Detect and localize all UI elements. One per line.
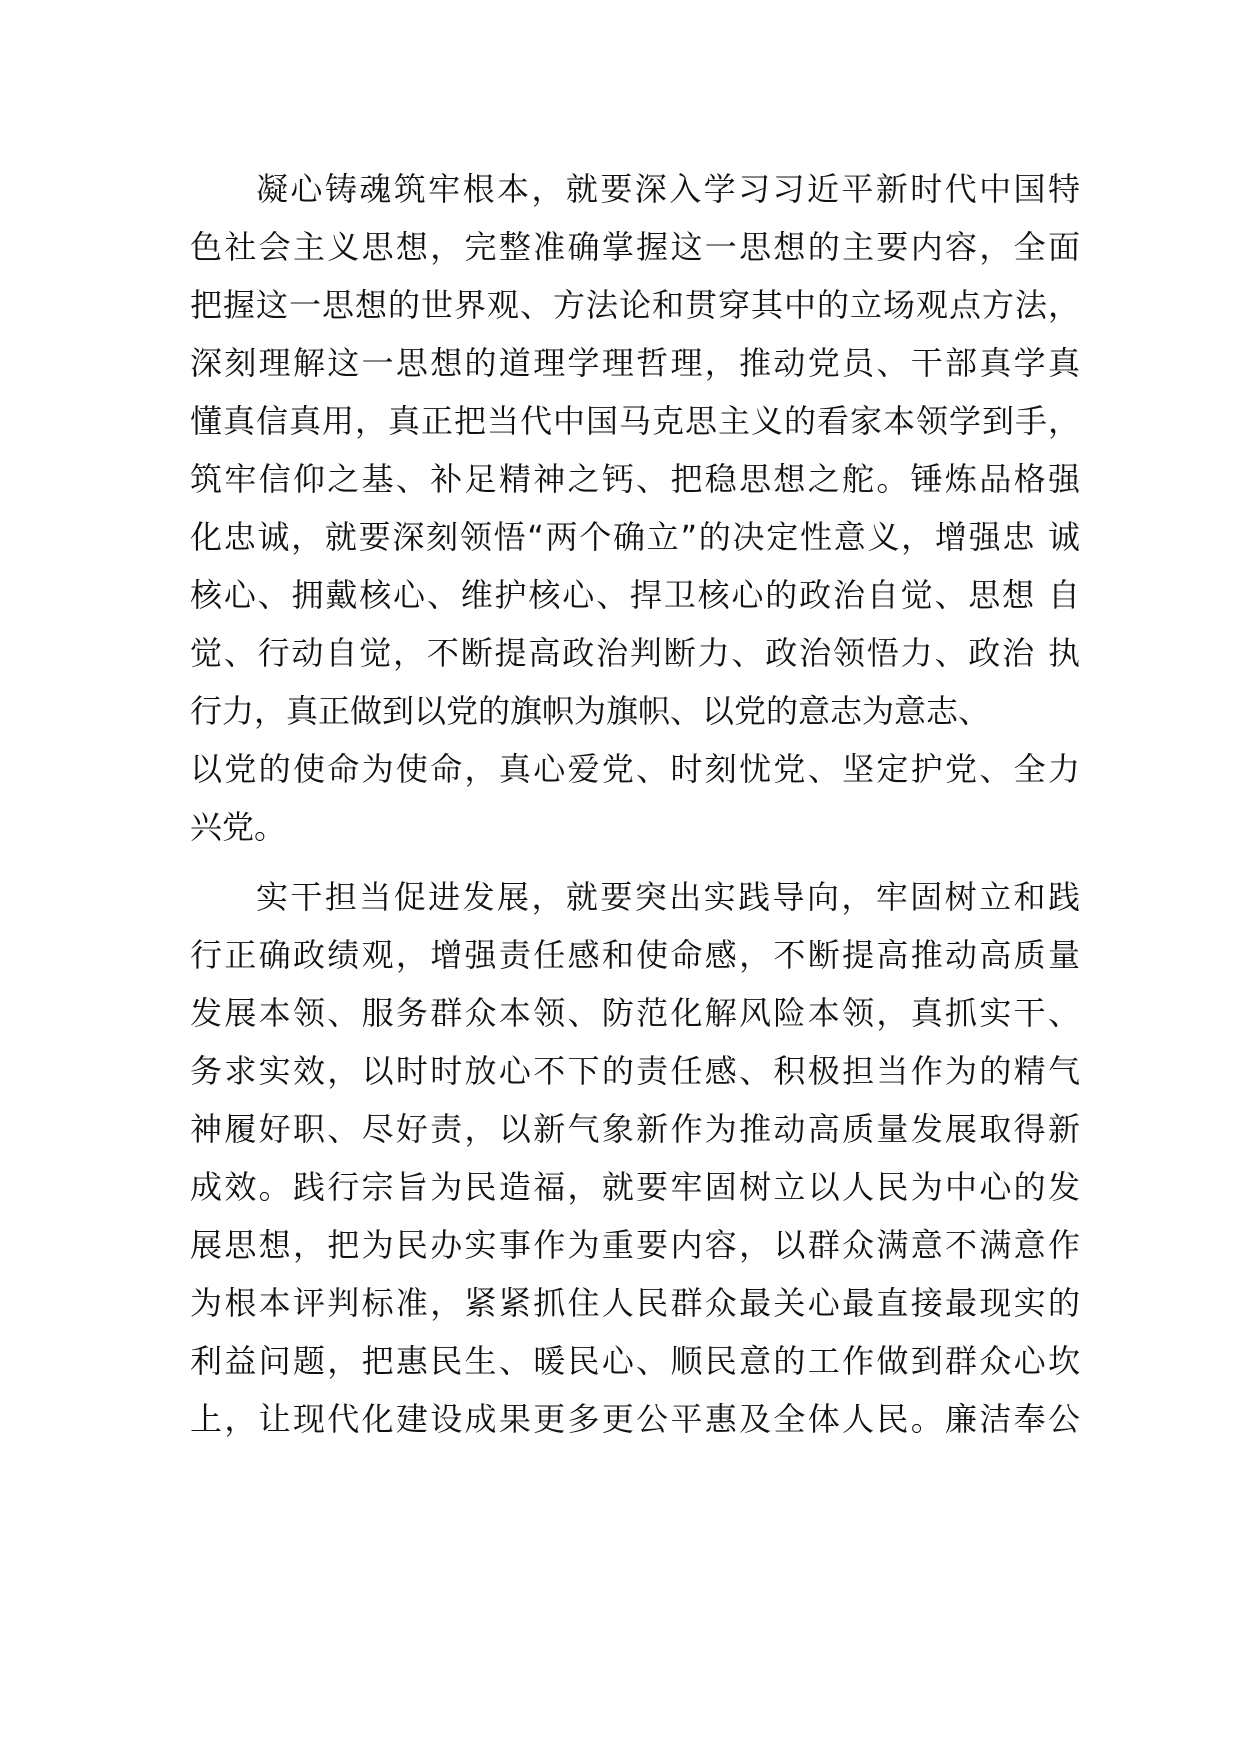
paragraph-1 (190, 160, 1080, 856)
text-line: 把握这一思想的世界观、方法论和贯穿其中的立场观点方法， (190, 286, 1080, 324)
text-line: 实干担当促进发展，就要突出实践导向，牢固树立和践 (256, 878, 1080, 916)
text-line: 发展本领、服务群众本领、防范化解风险本领，真抓实干、 (190, 994, 1080, 1032)
text-line: 以党的使命为使命，真心爱党、时刻忧党、坚定护党、全力 (190, 750, 1080, 788)
text-line: 行正确政绩观，增强责任感和使命感，不断提高推动高质量 (190, 936, 1080, 974)
text-line: 觉、行动自觉，不断提高政治判断力、政治领悟力、政治 执 (190, 634, 1080, 672)
text-line: 展思想，把为民办实事作为重要内容，以群众满意不满意作 (190, 1226, 1080, 1264)
text-line: 成效。践行宗旨为民造福，就要牢固树立以人民为中心的发 (190, 1168, 1080, 1206)
paragraph-2 (190, 868, 1080, 1448)
document-body (190, 160, 1080, 1448)
text-line: 利益问题，把惠民生、暖民心、顺民意的工作做到群众心坎 (190, 1342, 1080, 1380)
text-line: 上，让现代化建设成果更多更公平惠及全体人民。廉洁奉公 (190, 1400, 1080, 1438)
text-line: 化忠诚，就要深刻领悟“两个确立”的决定性意义，增强忠 诚 (190, 518, 1080, 556)
text-line: 兴党。 (190, 808, 287, 846)
text-line: 务求实效，以时时放心不下的责任感、积极担当作为的精气 (190, 1052, 1080, 1090)
text-line: 凝心铸魂筑牢根本，就要深入学习习近平新时代中国特 (256, 170, 1080, 208)
text-line: 为根本评判标准，紧紧抓住人民群众最关心最直接最现实的 (190, 1284, 1080, 1322)
text-line: 神履好职、尽好责，以新气象新作为推动高质量发展取得新 (190, 1110, 1080, 1148)
text-line: 懂真信真用，真正把当代中国马克思主义的看家本领学到手， (190, 402, 1080, 440)
paragraph-spacing (190, 856, 1080, 868)
text-line: 核心、拥戴核心、维护核心、捍卫核心的政治自觉、思想 自 (190, 576, 1080, 614)
text-line: 色社会主义思想，完整准确掌握这一思想的主要内容，全面 (190, 228, 1080, 266)
text-line: 筑牢信仰之基、补足精神之钙、把稳思想之舵。锤炼品格强 (190, 460, 1080, 498)
text-line: 行力，真正做到以党的旗帜为旗帜、以党的意志为意志、 (190, 692, 991, 730)
text-line: 深刻理解这一思想的道理学理哲理，推动党员、干部真学真 (190, 344, 1080, 382)
